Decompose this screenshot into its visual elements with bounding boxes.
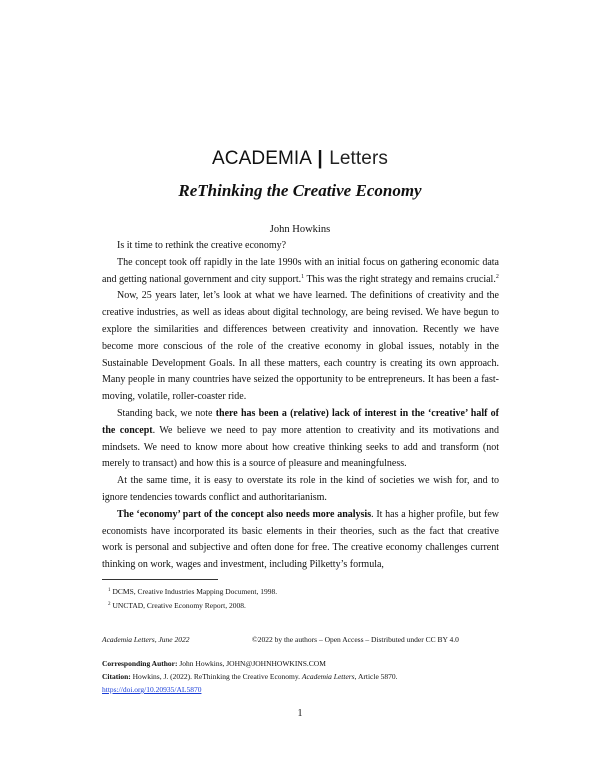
- footnote-number: 2: [108, 601, 111, 607]
- meta-value: John Howkins, JOHN@JOHNHOWKINS.COM: [177, 659, 326, 668]
- emphasis-text: there has been a (relative) lack of interest in the ‘creative’ half of the concept: [102, 407, 499, 436]
- paragraph: [102, 255, 499, 289]
- paragraph: [102, 473, 499, 507]
- doi-link[interactable]: https://doi.org/10.20935/AL5870: [102, 685, 202, 694]
- paragraph-text: This was the right strategy and remains crucial.: [304, 273, 496, 285]
- body-text: [102, 238, 499, 574]
- footnote: [108, 599, 498, 613]
- citation: [102, 670, 499, 683]
- paragraph-text: The concept took off rapidly in the late 1990s with an initial focus on gathering economic data and getting national government and city support.: [102, 256, 499, 285]
- paragraph: [102, 406, 499, 473]
- footnotes: [108, 585, 498, 612]
- journal-license-line: [102, 634, 499, 645]
- paragraph-text: Standing back, we note: [117, 407, 216, 419]
- citation-journal: Academia Letters,: [301, 672, 357, 681]
- paragraph-text: Now, 25 years later, let’s look at what we have learned. The definitions of creativity and the creative industries, as well as ideas about digital technology, are being revised. We have begun to explore the similarities and differences between creativity and innovation. Recently we have become more conscious of the role of the creative economy in global issues, notably in the Sustainable Development Goals. In all these matters, each country is creating its own approach. Many people in many countries have seized the opportunity to be entrepreneurs. It has been a fast-moving, volatile, roller-coaster ride.: [102, 290, 499, 403]
- license-text: ©2022 by the authors – Open Access – Distributed under CC BY 4.0: [252, 635, 459, 644]
- paragraph-text: At the same time, it is easy to overstate its role in the kind of societies we wish for, and to ignore tendencies towards conflict and authoritarianism.: [102, 475, 499, 503]
- paragraph-text: . We believe we need to pay more attention to creativity and its motivations and mindsets. We need to know more about how creative thinking seeks to add and transform (not merely to transact) and how this is a source of pleasure and meaningfulness.: [102, 424, 499, 470]
- meta-label: Citation:: [102, 672, 131, 681]
- footnote-text: DCMS, Creative Industries Mapping Document, 1998.: [112, 587, 278, 596]
- paper-title: ReThinking the Creative Economy: [178, 181, 422, 200]
- paragraph: [102, 288, 499, 406]
- author-name: John Howkins: [269, 224, 331, 235]
- footnote-ref[interactable]: 1: [301, 273, 305, 280]
- paragraph: [102, 507, 499, 574]
- journal-issue: Academia Letters, June 2022: [102, 635, 190, 644]
- corresponding-author: [102, 657, 499, 670]
- page-number: 1: [297, 708, 303, 719]
- header-separator: |: [317, 148, 323, 169]
- footnote-text: UNCTAD, Creative Economy Report, 2008.: [112, 600, 246, 610]
- footnote: [108, 585, 498, 599]
- emphasis-text: The ‘economy’ part of the concept also needs more analysis: [117, 508, 372, 520]
- meta-value: Howkins, J. (2022). ReThinking the Creative Economy.: [130, 672, 302, 681]
- footnote-ref[interactable]: 2: [495, 273, 499, 280]
- meta-label: Corresponding Author:: [102, 659, 178, 668]
- paragraph-text: Is it time to rethink the creative economy?: [117, 240, 287, 251]
- paragraph-text: . It has a higher profile, but few economists have incorporated its basic elements in their theories, such as the fact that creative work is personal and subjective and often done for free. The creative economy challenges current thinking on work, wages and investment, including Pilketty’s formula,: [102, 508, 499, 571]
- paragraph: [102, 238, 499, 255]
- journal-section: Letters: [329, 148, 388, 169]
- meta-value: Article 5870.: [356, 672, 398, 681]
- article-meta: [102, 657, 499, 696]
- footnote-divider: [102, 579, 218, 580]
- journal-brand: ACADEMIA: [212, 148, 311, 169]
- footnote-number: 1: [108, 588, 111, 593]
- journal-header: [0, 148, 600, 170]
